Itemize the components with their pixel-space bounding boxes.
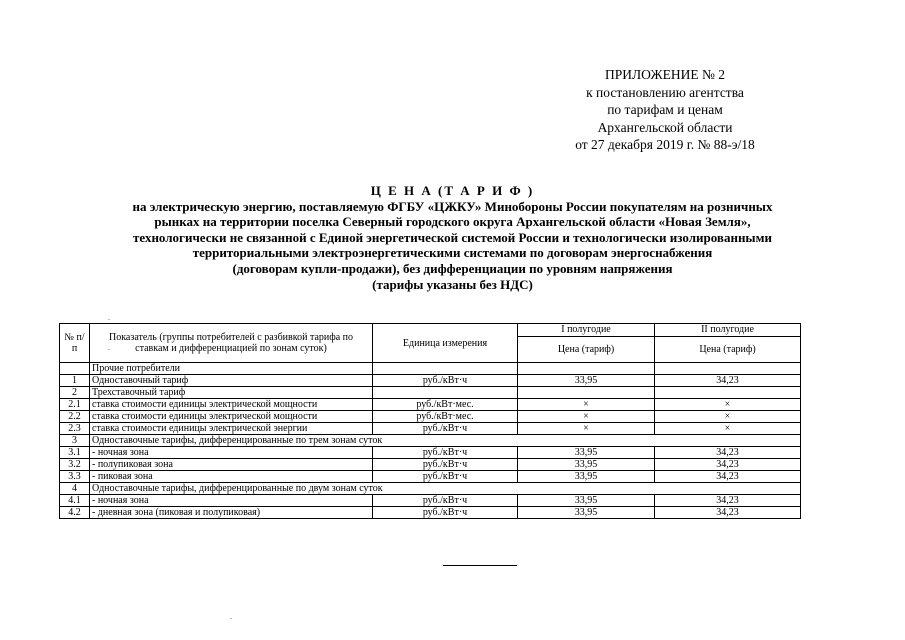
row-value-h2: ×: [655, 423, 801, 435]
title-line: рынках на территории поселка Северный городского округа Архангельской области «Новая Земля»,: [154, 214, 751, 230]
appendix-line: по тарифам и ценам: [607, 102, 723, 117]
row-indicator: Одноставочный тариф: [90, 375, 373, 387]
row-unit: руб./кВт·ч: [373, 495, 518, 507]
row-value-h1: 33,95: [518, 495, 655, 507]
row-value-h1: 33,95: [518, 375, 655, 387]
row-value-h2: ×: [655, 411, 801, 423]
row-number: 2.1: [60, 399, 90, 411]
row-value-h2: 34,23: [655, 471, 801, 483]
row-unit: руб./кВт·ч: [373, 423, 518, 435]
separator-line: [443, 565, 517, 566]
row-indicator: - полупиковая зона: [90, 459, 373, 471]
table-row: [60, 459, 801, 471]
table-row: [60, 411, 801, 423]
row-number: 3.1: [60, 447, 90, 459]
scan-mark: .: [108, 313, 110, 322]
row-indicator: Прочие потребители: [90, 363, 373, 375]
row-unit: руб./кВт·ч: [373, 459, 518, 471]
row-unit: [373, 387, 518, 399]
row-value-h2: 34,23: [655, 375, 801, 387]
title-line: территориальными электроэнергетическими системами по договорам энергоснабжения: [192, 245, 713, 261]
scan-mark: .: [230, 612, 232, 621]
row-number: 3.2: [60, 459, 90, 471]
row-value-h1: ×: [518, 399, 655, 411]
table-header-row: [60, 324, 801, 337]
row-number: 1: [60, 375, 90, 387]
header-indicator: Показатель (группы потребителей с разбивкой тарифа по ставкам и дифференциацией по зонам суток): [90, 324, 373, 363]
row-indicator: ставка стоимости единицы электрической энергии: [90, 423, 373, 435]
header-unit: Единица измерения: [373, 324, 518, 363]
row-value-h2: 34,23: [655, 447, 801, 459]
row-indicator: - пиковая зона: [90, 471, 373, 483]
row-number: 3: [60, 435, 90, 447]
title-line: (договорам купли-продажи), без дифференциации по уровням напряжения: [232, 260, 673, 276]
row-number: 4.1: [60, 495, 90, 507]
row-value-h2: 34,23: [655, 495, 801, 507]
row-unit: руб./кВт·ч: [373, 375, 518, 387]
row-value-h1: ×: [518, 411, 655, 423]
row-indicator: ставка стоимости единицы электрической мощности: [90, 399, 373, 411]
row-number: 4: [60, 483, 90, 495]
title-line: технологически не связанной с Единой энергетической системой России и технологически изолированными: [133, 229, 772, 245]
row-number: 4.2: [60, 507, 90, 519]
row-indicator: - дневная зона (пиковая и полупиковая): [90, 507, 373, 519]
row-number: 2: [60, 387, 90, 399]
header-price-h2: Цена (тариф): [655, 336, 801, 362]
row-value-h1: [518, 387, 655, 399]
row-value-h2: 34,23: [655, 507, 801, 519]
appendix-line: к постановлению агентства: [586, 84, 744, 100]
row-unit: руб./кВт·ч: [373, 507, 518, 519]
table-body: [60, 363, 801, 519]
table-row: [60, 363, 801, 375]
row-indicator: - ночная зона: [90, 447, 373, 459]
row-unit: руб./кВт·мес.: [373, 399, 518, 411]
row-number: 2.2: [60, 411, 90, 423]
row-value-h1: [518, 363, 655, 375]
row-value-h2: 34,23: [655, 459, 801, 471]
header-second-half: II полугодие: [655, 324, 801, 337]
row-value-h1: 33,95: [518, 447, 655, 459]
row-value-h1: 33,95: [518, 459, 655, 471]
table-row: [60, 495, 801, 507]
row-value-h2: ×: [655, 399, 801, 411]
row-value-h1: ×: [518, 423, 655, 435]
table-row: [60, 435, 801, 447]
row-unit: руб./кВт·ч: [373, 471, 518, 483]
appendix-header: [540, 66, 790, 154]
document-title: [70, 183, 835, 292]
row-value-h1: 33,95: [518, 471, 655, 483]
row-unit: руб./кВт·ч: [373, 447, 518, 459]
row-indicator: Трехставочный тариф: [90, 387, 373, 399]
table-row: [60, 447, 801, 459]
row-unit: [373, 363, 518, 375]
tariff-table: [59, 323, 801, 519]
row-value-h1: 33,95: [518, 507, 655, 519]
table-row: [60, 483, 801, 495]
header-first-half: I полугодие: [518, 324, 655, 337]
header-price-h1: Цена (тариф): [518, 336, 655, 362]
table-row: [60, 423, 801, 435]
scan-mark: .: [108, 343, 110, 352]
header-num: № п/п: [60, 324, 90, 363]
appendix-date: от 27 декабря 2019 г. № 88-э/18: [575, 137, 755, 152]
appendix-title: ПРИЛОЖЕНИЕ № 2: [604, 67, 726, 82]
row-indicator: Одноставочные тарифы, дифференцированные по двум зонам суток: [90, 483, 801, 495]
row-indicator: Одноставочные тарифы, дифференцированные по трем зонам суток: [90, 435, 801, 447]
row-value-h2: [655, 387, 801, 399]
appendix-line: Архангельской области: [597, 119, 733, 135]
row-indicator: ставка стоимости единицы электрической мощности: [90, 411, 373, 423]
table-row: [60, 507, 801, 519]
table-row: [60, 375, 801, 387]
row-indicator: - ночная зона: [90, 495, 373, 507]
row-number: 2.3: [60, 423, 90, 435]
title-heading: Ц Е Н А (Т А Р И Ф ): [370, 183, 535, 198]
table-row: [60, 399, 801, 411]
row-number: [60, 363, 90, 375]
table-row: [60, 387, 801, 399]
row-value-h2: [655, 363, 801, 375]
title-line: (тарифы указаны без НДС): [372, 276, 533, 292]
table-row: [60, 471, 801, 483]
row-number: 3.3: [60, 471, 90, 483]
row-unit: руб./кВт·мес.: [373, 411, 518, 423]
title-line: на электрическую энергию, поставляемую ФГБУ «ЦЖКУ» Минобороны России покупателям на розничных: [132, 198, 773, 214]
